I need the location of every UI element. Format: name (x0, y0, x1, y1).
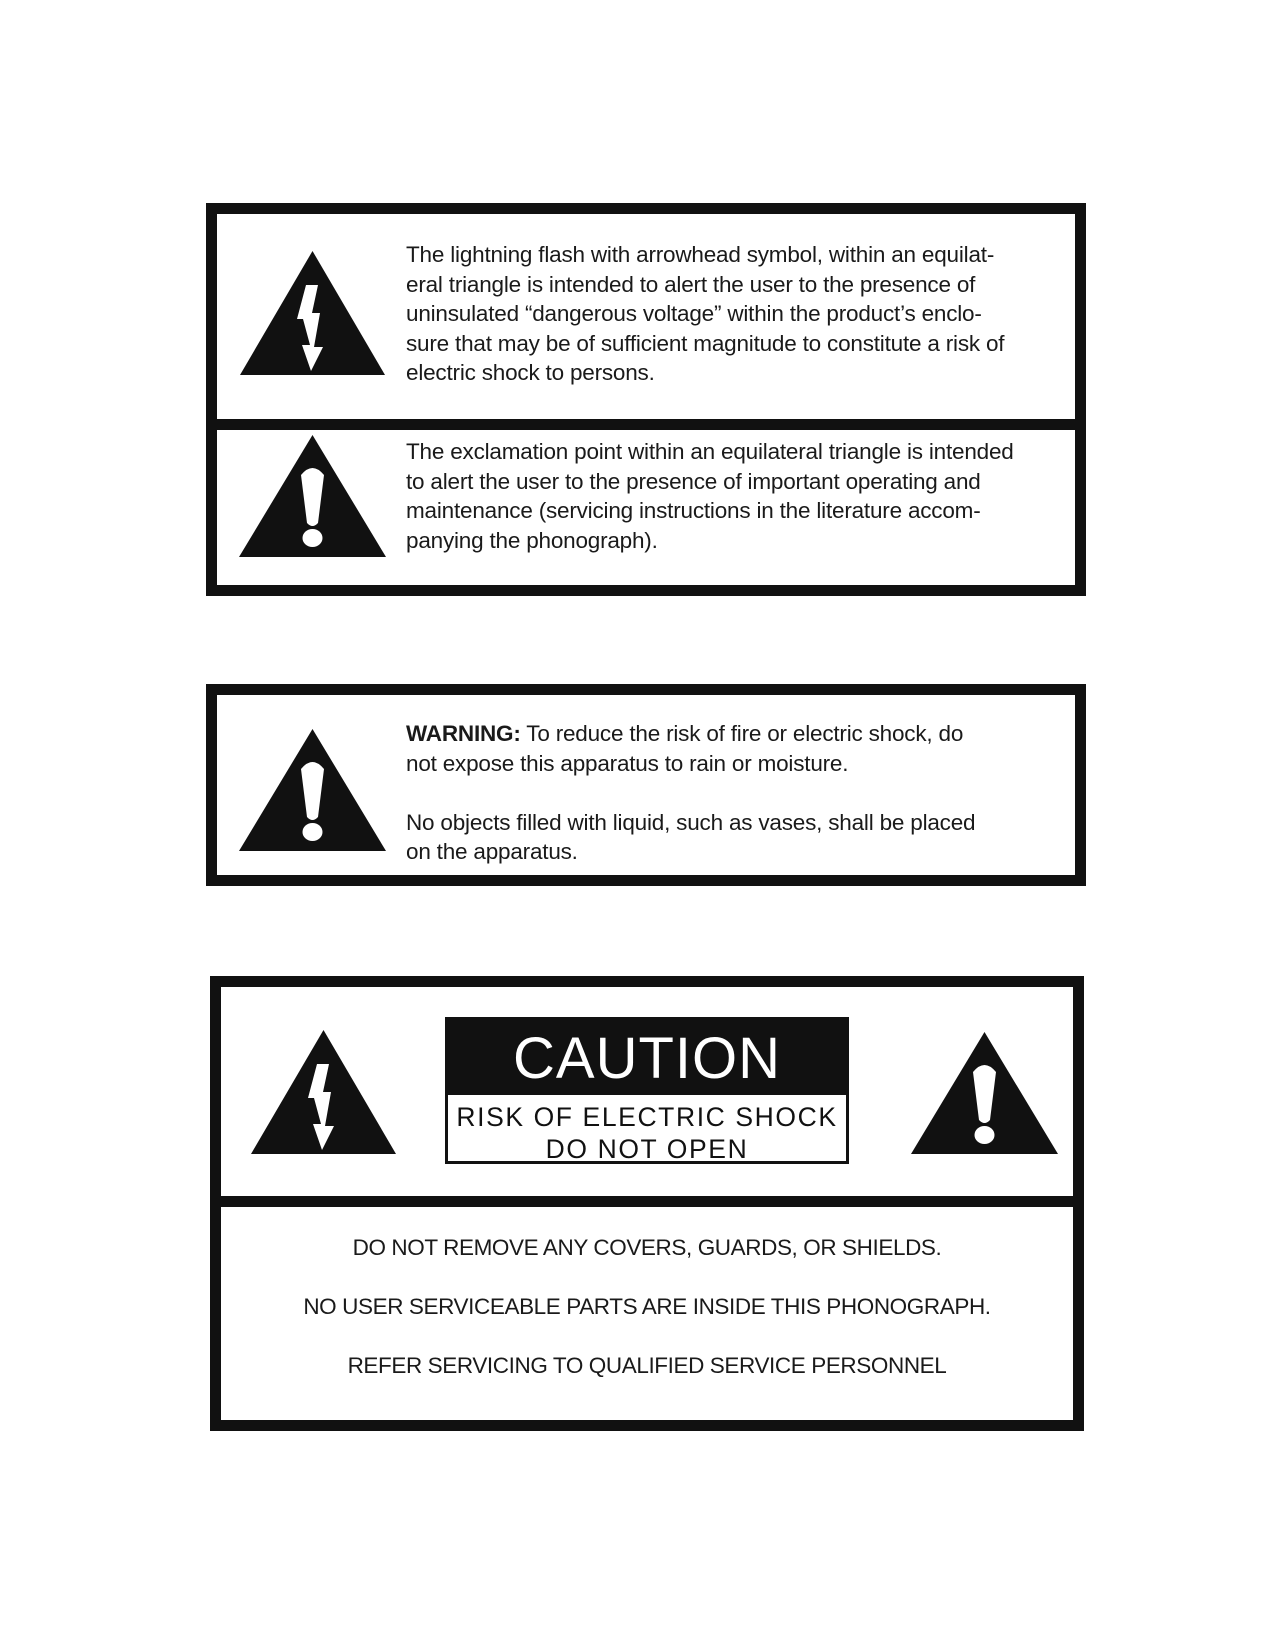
notice-refer-servicing: REFER SERVICING TO QUALIFIED SERVICE PERSONNEL (347, 1353, 947, 1378)
caution-subtitle-line-1: RISK OF ELECTRIC SHOCK (456, 1102, 838, 1132)
symbol-explanation-box (206, 203, 1086, 596)
lightning-symbol-row (217, 214, 1075, 419)
caution-header-row (221, 987, 1073, 1196)
caution-notices (221, 1207, 1073, 1421)
exclamation-warning-icon (239, 729, 386, 855)
caution-title: CAUTION (448, 1020, 846, 1095)
warning-box (206, 684, 1086, 886)
exclamation-symbol-description: The exclamation point within an equilateral triangle is intended to alert the user to the presence of important operating and maintenance (servicing instructions in the literature accom- panying the phonograph). (406, 439, 1014, 553)
high-voltage-warning-icon (251, 1030, 396, 1158)
lightning-symbol-description: The lightning flash with arrowhead symbol, within an equilat- eral triangle is intended to alert the user to the presence of uninsulated “dangerous voltage” within the product’s enclo- sure that may be of sufficient magnitude to constitute a risk of electric shock to persons. (406, 242, 1005, 386)
notice-no-covers: DO NOT REMOVE ANY COVERS, GUARDS, OR SHIELDS. (352, 1235, 942, 1260)
warning-text: WARNING: To reduce the risk of fire or electric shock, do not expose this apparatus to rain or moisture. No objects filled with liquid, such as vases, shall be placed on the apparatus. (406, 719, 1056, 867)
exclamation-warning-icon (239, 435, 386, 561)
exclamation-symbol-row (217, 430, 1075, 585)
caution-subtitle-line-2: DO NOT OPEN (545, 1134, 749, 1164)
exclamation-warning-icon (911, 1032, 1058, 1158)
notice-no-user-parts: NO USER SERVICEABLE PARTS ARE INSIDE THIS PHONOGRAPH. (303, 1294, 991, 1319)
caution-box (210, 976, 1084, 1431)
caution-label (445, 1017, 849, 1164)
warning-label: WARNING: (406, 721, 521, 746)
warning-line-1: WARNING: To reduce the risk of fire or electric shock, do (406, 721, 964, 746)
box-divider (221, 1196, 1073, 1207)
box-divider (217, 419, 1075, 430)
high-voltage-warning-icon (240, 251, 385, 379)
